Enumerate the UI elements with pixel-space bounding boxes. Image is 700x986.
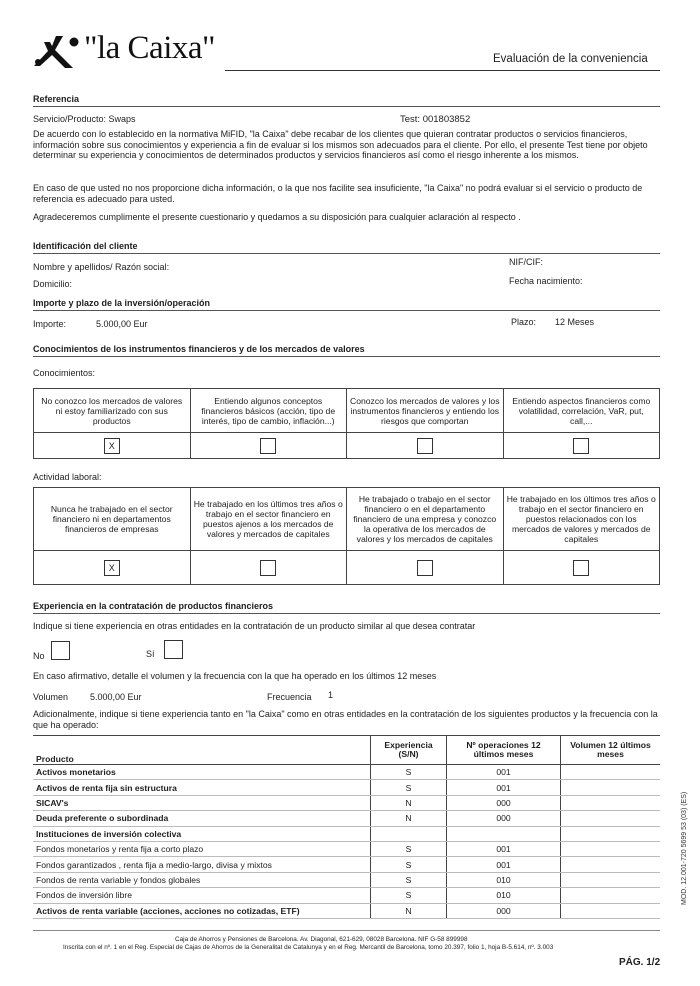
section-importe-heading: Importe y plazo de la inversión/operación xyxy=(33,298,211,308)
divider xyxy=(33,253,660,254)
producto-name: Fondos de renta variable y fondos globales xyxy=(33,872,371,887)
table-row xyxy=(33,888,660,903)
servicio-producto: Servicio/Producto: Swaps xyxy=(33,114,136,124)
document-title: Evaluación de la conveniencia xyxy=(493,53,648,65)
productos-table-body xyxy=(33,765,660,919)
section-conocimientos-heading: Conocimientos de los instrumentos financieros y de los mercados de valores xyxy=(33,344,365,354)
actividad-option-4: He trabajado en los últimos tres años o trabajo en el sector financiero en puestos relacionados con los mercados de valores y mercados de capitales xyxy=(503,488,660,551)
table-row xyxy=(33,780,660,795)
actividad-option-2: He trabajado en los últimos tres años o trabajo en el sector financiero en puestos ajenos a los mercados de valores y mercados de capitales xyxy=(190,488,347,551)
indique-experiencia-text: Indique si tiene experiencia en otras entidades en la contratación de un producto similar al que desea contratar xyxy=(33,621,476,631)
no-option-checkbox[interactable] xyxy=(51,641,70,660)
section-referencia-heading: Referencia xyxy=(33,94,80,104)
operaciones-value xyxy=(447,826,561,841)
conocimientos-option-2: Entiendo algunos conceptos financieros básicos (acción, tipo de interés, tipo de cambio, inflación...) xyxy=(190,389,347,433)
actividad-checkbox-1[interactable]: X xyxy=(104,560,120,576)
actividad-checkbox-2[interactable] xyxy=(260,560,276,576)
table-row xyxy=(33,903,660,918)
actividad-checkbox-3[interactable] xyxy=(417,560,433,576)
divider xyxy=(33,613,660,614)
col-header-experiencia: Experiencia (S/N) xyxy=(371,736,447,765)
operaciones-value: 000 xyxy=(447,795,561,810)
divider xyxy=(33,356,660,357)
si-option-checkbox[interactable] xyxy=(164,640,183,659)
divider xyxy=(33,310,660,311)
producto-name: Instituciones de inversión colectiva xyxy=(33,826,371,841)
table-row xyxy=(33,857,660,872)
actividad-label: Actividad laboral: xyxy=(33,472,102,482)
operaciones-value: 001 xyxy=(447,841,561,856)
actividad-option-1: Nunca he trabajado en el sector financiero ni en departamentos financieros de empresas xyxy=(34,488,191,551)
table-row xyxy=(33,765,660,780)
producto-name: Activos de renta variable (acciones, acciones no cotizadas, ETF) xyxy=(33,903,371,918)
conocimientos-option-4: Entiendo aspectos financieros como volatilidad, correlación, VaR, put, call,... xyxy=(503,389,660,433)
col-header-volumen: Volumen 12 últimos meses xyxy=(561,736,661,765)
experiencia-value: S xyxy=(371,888,447,903)
experiencia-value: N xyxy=(371,903,447,918)
experiencia-value xyxy=(371,826,447,841)
col-header-operaciones: Nº operaciones 12 últimos meses xyxy=(447,736,561,765)
volumen-label: Volumen xyxy=(33,692,69,702)
volumen-value: 5.000,00 Eur xyxy=(90,692,142,702)
operaciones-value: 001 xyxy=(447,780,561,795)
operaciones-value: 010 xyxy=(447,888,561,903)
volumen-value xyxy=(561,765,661,780)
table-row xyxy=(33,872,660,887)
si-option-label: Sí xyxy=(146,649,155,659)
importe-value: 5.000,00 Eur xyxy=(96,319,148,329)
conocimientos-option-3: Conozco los mercados de valores y los instrumentos financieros y entiendo los riesgos que comportan xyxy=(347,389,504,433)
plazo-label: Plazo: xyxy=(511,317,537,327)
operaciones-value: 000 xyxy=(447,903,561,918)
experiencia-value: N xyxy=(371,795,447,810)
experiencia-value: S xyxy=(371,765,447,780)
volumen-value xyxy=(561,903,661,918)
table-row xyxy=(33,841,660,856)
table-row xyxy=(33,795,660,810)
operaciones-value: 001 xyxy=(447,857,561,872)
footer-line-1: Caja de Ahorros y Pensiones de Barcelona. Av. Diagonal, 621-629, 08028 Barcelona. NIF G-58 899998 xyxy=(175,936,468,943)
adicionalmente-text: Adicionalmente, indique si tiene experiencia tanto en "la Caixa" como en otras entidades en la contratación de los siguientes productos y la frecuencia con la que ha operado: xyxy=(33,709,658,730)
no-option-label: No xyxy=(33,651,45,661)
volumen-value xyxy=(561,857,661,872)
la-caixa-star-logo-icon xyxy=(30,32,80,72)
intro-paragraph: De acuerdo con lo establecido en la normativa MiFID, "la Caixa" debe recabar de los clientes que quieran contratar productos o servicios financieros, información sobre sus conocimientos y experiencia a fin de evaluar si los mismos son adecuados para el cliente. Por ello, el presente Test tiene por objeto determinar su experiencia y conocimientos de determinados productos y servicios financieros así como el riesgo inherente a los mismos. xyxy=(33,129,648,160)
volumen-value xyxy=(561,780,661,795)
producto-name: SICAV's xyxy=(33,795,371,810)
conocimientos-label: Conocimientos: xyxy=(33,368,96,378)
operaciones-value: 001 xyxy=(447,765,561,780)
actividad-option-3: He trabajado o trabajo en el sector financiero o en el departamento financiero de una empresa y conozco la operativa de los mercados de valores y los mercados de capitales xyxy=(347,488,504,551)
volumen-value xyxy=(561,826,661,841)
producto-name: Fondos de inversión libre xyxy=(33,888,371,903)
producto-name: Fondos monetarios y renta fija a corto plazo xyxy=(33,841,371,856)
experiencia-value: S xyxy=(371,857,447,872)
form-model-code: MOD. 12.001-720 5699 53 (03) (ES) xyxy=(681,791,688,905)
operaciones-value: 010 xyxy=(447,872,561,887)
col-header-producto: Producto xyxy=(33,736,371,765)
insufficient-info-paragraph: En caso de que usted no nos proporcione dicha información, o la que nos facilite sea insuficiente, "la Caixa" no podrá evaluar si el servicio o producto de referencia es adecuado para usted. xyxy=(33,183,643,204)
frecuencia-label: Frecuencia xyxy=(267,692,312,702)
logo-text: "la Caixa" xyxy=(84,30,215,66)
header-rule xyxy=(225,70,660,71)
conocimientos-checkbox-2[interactable] xyxy=(260,438,276,454)
producto-name: Activos de renta fija sin estructura xyxy=(33,780,371,795)
experiencia-value: S xyxy=(371,872,447,887)
volumen-value xyxy=(561,888,661,903)
footer-line-2: Inscrita con el nº. 1 en el Reg. Especial de Cajas de Ahorros de la Generalitat de Catalunya y en el Reg. Mercantil de Barcelona, tomo 20.397, folio 1, hoja B-5.614, nº. 3.003 xyxy=(63,944,554,951)
plazo-value: 12 Meses xyxy=(555,317,595,327)
volumen-value xyxy=(561,795,661,810)
frecuencia-value: 1 xyxy=(328,690,334,700)
section-experiencia-heading: Experiencia en la contratación de productos financieros xyxy=(33,601,274,611)
nif-field-label: NIF/CIF: xyxy=(509,257,543,267)
table-row xyxy=(33,826,660,841)
fecha-nacimiento-field-label: Fecha nacimiento: xyxy=(509,276,583,286)
test-number: Test: 001803852 xyxy=(400,114,471,125)
volumen-value xyxy=(561,811,661,826)
domicilio-field-label: Domicilio: xyxy=(33,279,73,289)
nombre-field-label: Nombre y apellidos/ Razón social: xyxy=(33,262,170,272)
volumen-value xyxy=(561,841,661,856)
conocimientos-option-1: No conozco los mercados de valores ni estoy familiarizado con sus productos xyxy=(34,389,191,433)
operaciones-value: 000 xyxy=(447,811,561,826)
conocimientos-checkbox-3[interactable] xyxy=(417,438,433,454)
conocimientos-checkbox-4[interactable] xyxy=(573,438,589,454)
experiencia-value: S xyxy=(371,780,447,795)
experiencia-value: N xyxy=(371,811,447,826)
conocimientos-table xyxy=(33,388,660,459)
importe-label: Importe: xyxy=(33,319,67,329)
productos-table xyxy=(33,735,660,919)
actividad-checkbox-4[interactable] xyxy=(573,560,589,576)
thanks-paragraph: Agradeceremos cumplimente el presente cuestionario y quedamos a su disposición para cualquier aclaración al respecto . xyxy=(33,212,521,222)
conocimientos-checkbox-1[interactable]: X xyxy=(104,438,120,454)
table-row xyxy=(33,811,660,826)
page-number: PÁG. 1/2 xyxy=(619,957,661,968)
experiencia-value: S xyxy=(371,841,447,856)
caso-afirmativo-text: En caso afirmativo, detalle el volumen y la frecuencia con la que ha operado en los últimos 12 meses xyxy=(33,671,437,681)
section-cliente-heading: Identificación del cliente xyxy=(33,241,138,251)
actividad-table xyxy=(33,487,660,585)
footer-rule xyxy=(33,930,660,931)
producto-name: Fondos garantizados , renta fija a medio-largo, divisa y mixtos xyxy=(33,857,371,872)
divider xyxy=(33,106,660,107)
volumen-value xyxy=(561,872,661,887)
producto-name: Deuda preferente o subordinada xyxy=(33,811,371,826)
producto-name: Activos monetarios xyxy=(33,765,371,780)
